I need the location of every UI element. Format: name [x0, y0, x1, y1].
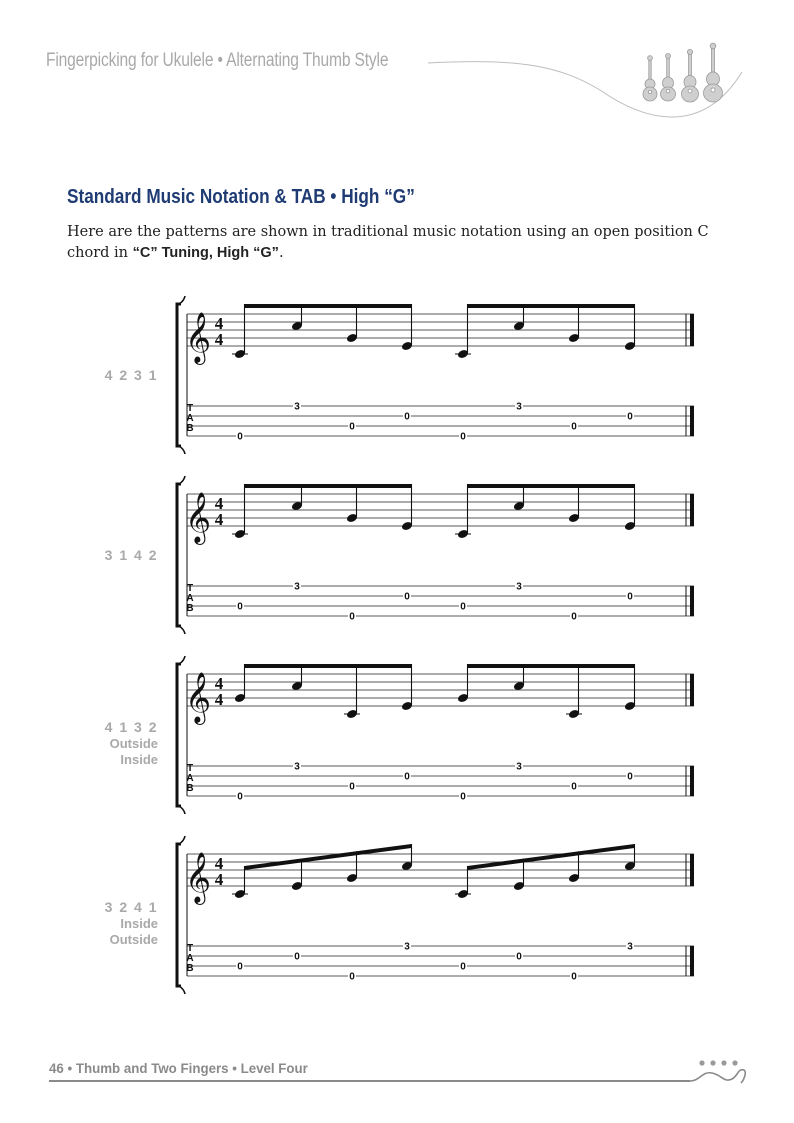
tab-number: 0 — [627, 411, 633, 423]
tab-number: 3 — [404, 941, 410, 953]
tab-number: 0 — [404, 411, 410, 423]
treble-clef-icon: 𝄞 — [185, 852, 212, 903]
tab-clef-letter: A — [186, 773, 194, 784]
intro-end: . — [278, 245, 284, 261]
pattern-label: 3 2 4 1 — [104, 899, 158, 915]
tab-number: 0 — [349, 971, 355, 983]
section-title: Standard Music Notation & TAB • High “G” — [67, 186, 415, 208]
time-signature-top: 4 — [214, 674, 224, 693]
intro-text: Here are the patterns are shown in traditional music notation using an open position C chord in — [67, 224, 709, 261]
tab-number: 3 — [516, 581, 522, 593]
footer-dots-icon — [699, 1060, 737, 1065]
tab-number: 0 — [460, 791, 466, 803]
tab-number: 0 — [627, 771, 633, 783]
tab-number: 3 — [516, 761, 522, 773]
pattern-label: 4 2 3 1 — [104, 367, 158, 383]
time-signature-bottom: 4 — [214, 510, 224, 529]
tab-clef-letter: T — [186, 403, 194, 414]
time-signature-top: 4 — [214, 314, 224, 333]
tab-clef-letter: B — [186, 423, 194, 434]
tab-clef-letter: T — [186, 943, 194, 954]
tab-number: 0 — [349, 421, 355, 433]
time-signature-top: 4 — [214, 854, 224, 873]
tab-number: 0 — [237, 601, 243, 613]
tab-number: 3 — [294, 581, 300, 593]
treble-clef-icon: 𝄞 — [185, 312, 212, 363]
running-header: Fingerpicking for Ukulele • Alternating Thumb Style — [46, 50, 389, 71]
tab-number: 0 — [237, 791, 243, 803]
intro-tuning-bold: “C” Tuning, High “G” — [132, 245, 279, 261]
tab-number: 0 — [349, 611, 355, 623]
tab-number: 0 — [349, 781, 355, 793]
tab-number: 0 — [237, 961, 243, 973]
tab-number: 0 — [460, 961, 466, 973]
tab-number: 0 — [627, 591, 633, 603]
treble-clef-icon: 𝄞 — [185, 672, 212, 723]
tab-clef-letter: T — [186, 583, 194, 594]
tab-number: 0 — [460, 431, 466, 443]
pattern-sublabel: Outside — [109, 736, 158, 751]
treble-clef-icon: 𝄞 — [185, 492, 212, 543]
tab-number: 3 — [516, 401, 522, 413]
tab-number: 0 — [460, 601, 466, 613]
time-signature-bottom: 4 — [214, 870, 224, 889]
pattern-sublabel: Outside — [109, 932, 158, 947]
tab-number: 0 — [571, 611, 577, 623]
tab-clef-letter: B — [186, 603, 194, 614]
pattern-label: 4 1 3 2 — [104, 719, 158, 735]
tab-clef-letter: A — [186, 593, 194, 604]
tab-number: 0 — [404, 771, 410, 783]
tab-number: 0 — [237, 431, 243, 443]
pattern-sublabel: Inside — [120, 752, 158, 767]
tab-number: 0 — [404, 591, 410, 603]
swirl-ornament-icon — [690, 1070, 745, 1083]
tab-clef-letter: A — [186, 953, 194, 964]
tab-number: 0 — [571, 421, 577, 433]
tab-clef-letter: A — [186, 413, 194, 424]
pattern-label: 3 1 4 2 — [104, 547, 158, 563]
tab-clef-letter: B — [186, 963, 194, 974]
tab-number: 3 — [627, 941, 633, 953]
tab-clef-letter: B — [186, 783, 194, 794]
time-signature-bottom: 4 — [214, 690, 224, 709]
tab-number: 0 — [294, 951, 300, 963]
pattern-sublabel: Inside — [120, 916, 158, 931]
time-signature-top: 4 — [214, 494, 224, 513]
tab-number: 3 — [294, 761, 300, 773]
tab-number: 0 — [571, 781, 577, 793]
page-footer: 46 • Thumb and Two Fingers • Level Four — [49, 1060, 308, 1076]
tab-number: 3 — [294, 401, 300, 413]
tab-number: 0 — [516, 951, 522, 963]
tab-number: 0 — [571, 971, 577, 983]
time-signature-bottom: 4 — [214, 330, 224, 349]
tab-clef-letter: T — [186, 763, 194, 774]
